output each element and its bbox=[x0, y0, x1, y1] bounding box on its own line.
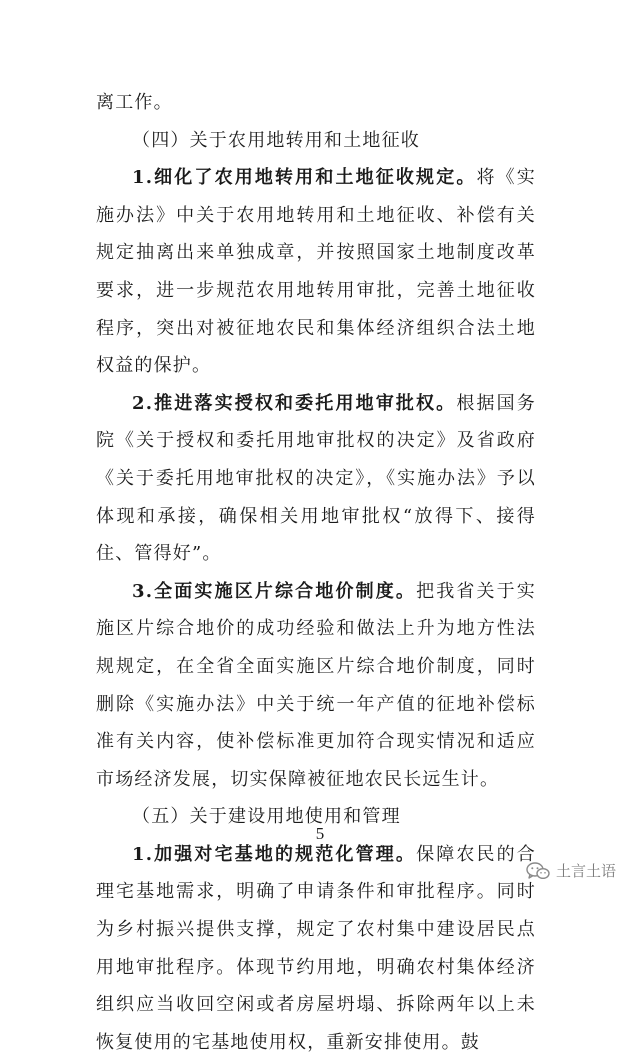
watermark-text: 土言土语 bbox=[555, 862, 616, 880]
item-paragraph bbox=[96, 836, 536, 1061]
paragraph-continuation bbox=[96, 84, 536, 122]
heading-text: （四）关于农用地转用和土地征收 bbox=[132, 129, 420, 151]
wechat-icon bbox=[526, 862, 550, 880]
item-title: 3.全面实施区片综合地价制度。 bbox=[132, 580, 417, 602]
item-text: 把我省关于实施区片综合地价的成功经验和做法上升为地方性法规规定，在全省全面实施区片综合地价制度，同时删除《实施办法》中关于统一年产值的征地补偿标准有关内容，使补偿标准更加符合现实情况和适应市场经济发展，切实保障被征地农民长远生计。 bbox=[96, 580, 536, 790]
item-text: 根据国务院《关于授权和委托用地审批权的决定》及省政府《关于委托用地审批权的决定》，《实施办法》予以体现和承接，确保相关用地审批权“放得下、接得住、管得好”。 bbox=[96, 392, 536, 565]
item-text: 保障农民的合理宅基地需求，明确了申请条件和审批程序。同时为乡村振兴提供支撑，规定了农村集中建设居民点用地审批程序。体现节约用地，明确农村集体经济组织应当收回空闲或者房屋坍塌、拆除两年以上未恢复使用的宅基地使用权，重新安排使用。鼓 bbox=[96, 843, 536, 1053]
item-paragraph bbox=[96, 385, 536, 573]
item-paragraph bbox=[96, 159, 536, 385]
item-title: 2.推进落实授权和委托用地审批权。 bbox=[132, 392, 457, 414]
section-heading-four bbox=[96, 122, 536, 160]
item-title: 1.加强对宅基地的规范化管理。 bbox=[132, 843, 417, 865]
heading-text: （五）关于建设用地使用和管理 bbox=[132, 806, 401, 828]
watermark bbox=[526, 860, 616, 881]
item-paragraph bbox=[96, 573, 536, 799]
document-body bbox=[96, 84, 536, 1061]
paragraph-text: 离工作。 bbox=[96, 92, 173, 113]
item-title: 1.细化了农用地转用和土地征收规定。 bbox=[132, 167, 477, 189]
item-text: 将《实施办法》中关于农用地转用和土地征收、补偿有关规定抽离出来单独成章，并按照国家土地制度改革要求，进一步规范农用地转用审批，完善土地征收程序，突出对被征地农民和集体经济组织合法土地权益的保护。 bbox=[96, 167, 536, 377]
page-number: 5 bbox=[315, 824, 325, 843]
